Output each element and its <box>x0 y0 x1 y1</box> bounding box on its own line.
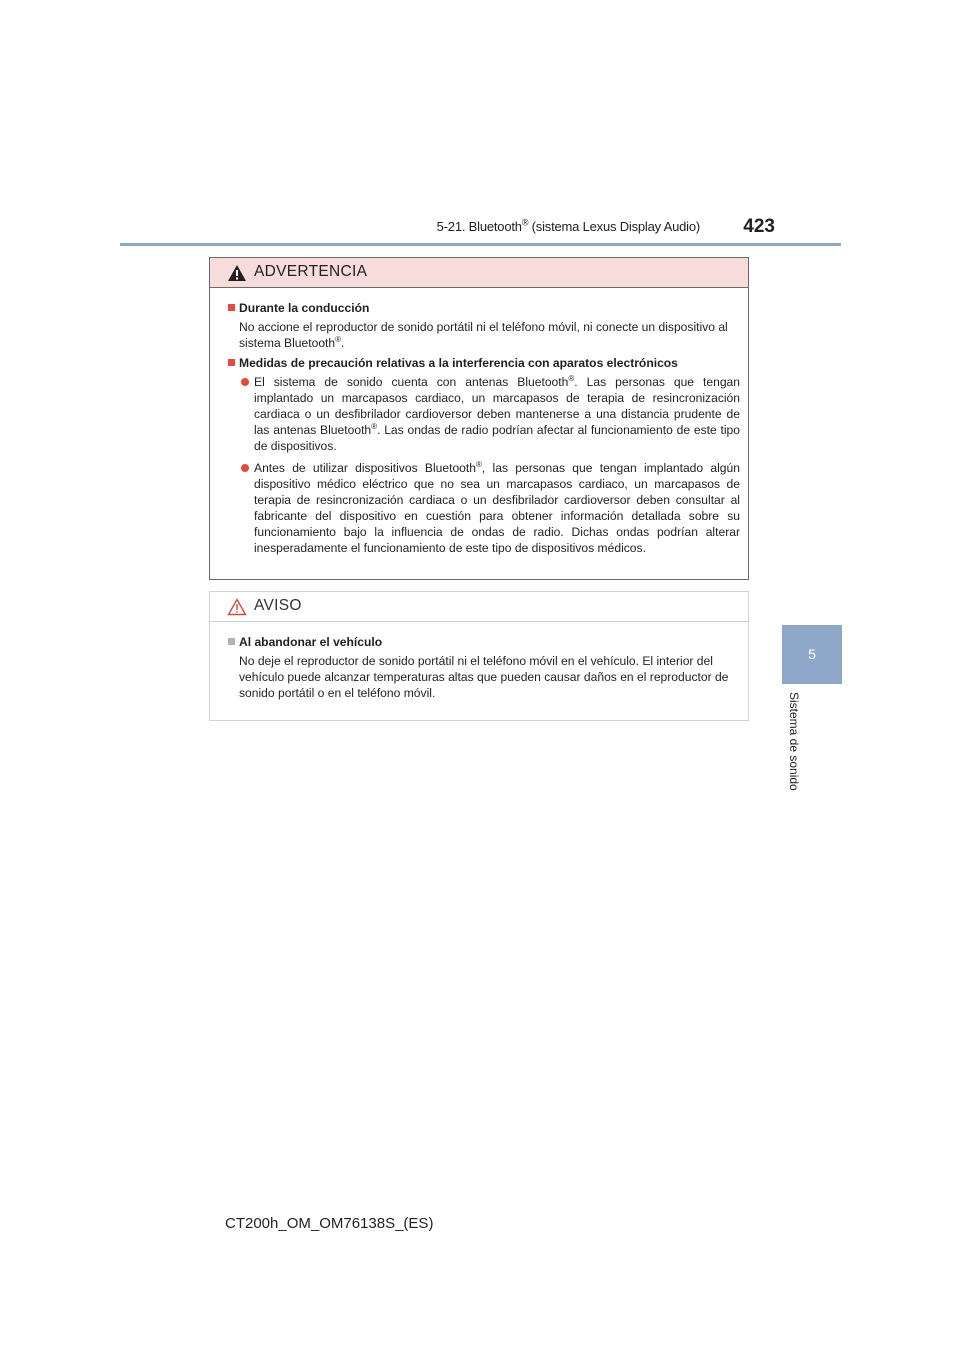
warning-item-text <box>228 319 740 351</box>
header-divider <box>120 243 841 246</box>
text-part: . <box>341 336 345 350</box>
section-title <box>400 219 700 234</box>
round-bullet-icon <box>241 378 249 386</box>
warning-box-header <box>210 258 748 288</box>
text-part: , las personas que tengan implantado algún dispositivo médico eléctrico que no sea un marcapasos cardiaco, un marcapasos de terapia de resincronización cardiaca o un desfibrilador cardioversor deben consultar al fabricante del dispositivo en cuestión para obtener información detallada sobre su funcionamiento bajo la influencia de ondas de radio. Dichas ondas podrían alterar inesperadamente el funcionamiento de este tipo de dispositivos médicos. <box>254 461 740 555</box>
section-title-prefix: 5-21. Bluetooth <box>436 219 522 234</box>
warning-box <box>209 257 749 580</box>
document-code: CT200h_OM_OM76138S_(ES) <box>225 1215 434 1232</box>
list-item <box>228 460 740 556</box>
text-part: . Las ondas de radio podrían afectar al funcionamiento de este tipo de dispositivos. <box>254 423 740 453</box>
registered-mark: ® <box>335 334 342 344</box>
text-part: Antes de utilizar dispositivos Bluetooth <box>254 461 476 475</box>
chapter-tab: 5 <box>782 625 842 684</box>
text-part: . Las personas que tengan implantado un marcapasos cardiaco, un marcapasos de terapia de resincronización cardiaca o un desfibrilador cardioversor deben mantenerse a una distancia prudente de las antenas Bluetooth <box>254 375 741 437</box>
square-bullet-icon <box>228 638 235 645</box>
notice-item-heading <box>228 634 740 650</box>
notice-title: AVISO <box>254 597 302 614</box>
notice-item-leaving <box>228 634 740 701</box>
heading-text: Al abandonar el vehículo <box>239 635 383 649</box>
notice-box <box>209 591 749 721</box>
list-item <box>228 374 740 454</box>
warning-title: ADVERTENCIA <box>254 263 368 280</box>
heading-text: Durante la conducción <box>239 301 370 315</box>
round-bullet-icon <box>241 464 249 472</box>
caution-triangle-icon <box>227 598 247 616</box>
square-bullet-icon <box>228 359 235 366</box>
square-bullet-icon <box>228 304 235 311</box>
warning-item-heading <box>228 355 740 371</box>
warning-box-body <box>210 288 748 556</box>
chapter-label: Sistema de sonido <box>787 692 801 791</box>
warning-item-driving <box>228 300 740 351</box>
page-number: 423 <box>743 216 775 237</box>
registered-mark: ® <box>476 459 482 469</box>
notice-box-header <box>210 592 748 622</box>
text-part: No accione el reproductor de sonido portátil ni el teléfono móvil, ni conecte un dispositivo al sistema Bluetooth <box>239 320 728 350</box>
warning-triangle-icon <box>227 264 247 282</box>
notice-item-text: No deje el reproductor de sonido portátil ni el teléfono móvil en el vehículo. El interior del vehículo puede alcanzar temperaturas altas que pueden causar daños en el reproductor de sonido portátil o en el teléfono móvil. <box>239 654 729 700</box>
heading-text: Medidas de precaución relativas a la interferencia con aparatos electrónicos <box>239 356 678 370</box>
text-part: El sistema de sonido cuenta con antenas Bluetooth <box>254 375 569 389</box>
registered-mark: ® <box>568 373 575 383</box>
warning-item-interference <box>228 355 740 556</box>
section-title-suffix: (sistema Lexus Display Audio) <box>528 219 700 234</box>
notice-box-body <box>210 622 748 701</box>
warning-item-heading <box>228 300 740 316</box>
registered-mark: ® <box>371 421 378 431</box>
registered-mark: ® <box>521 217 529 228</box>
